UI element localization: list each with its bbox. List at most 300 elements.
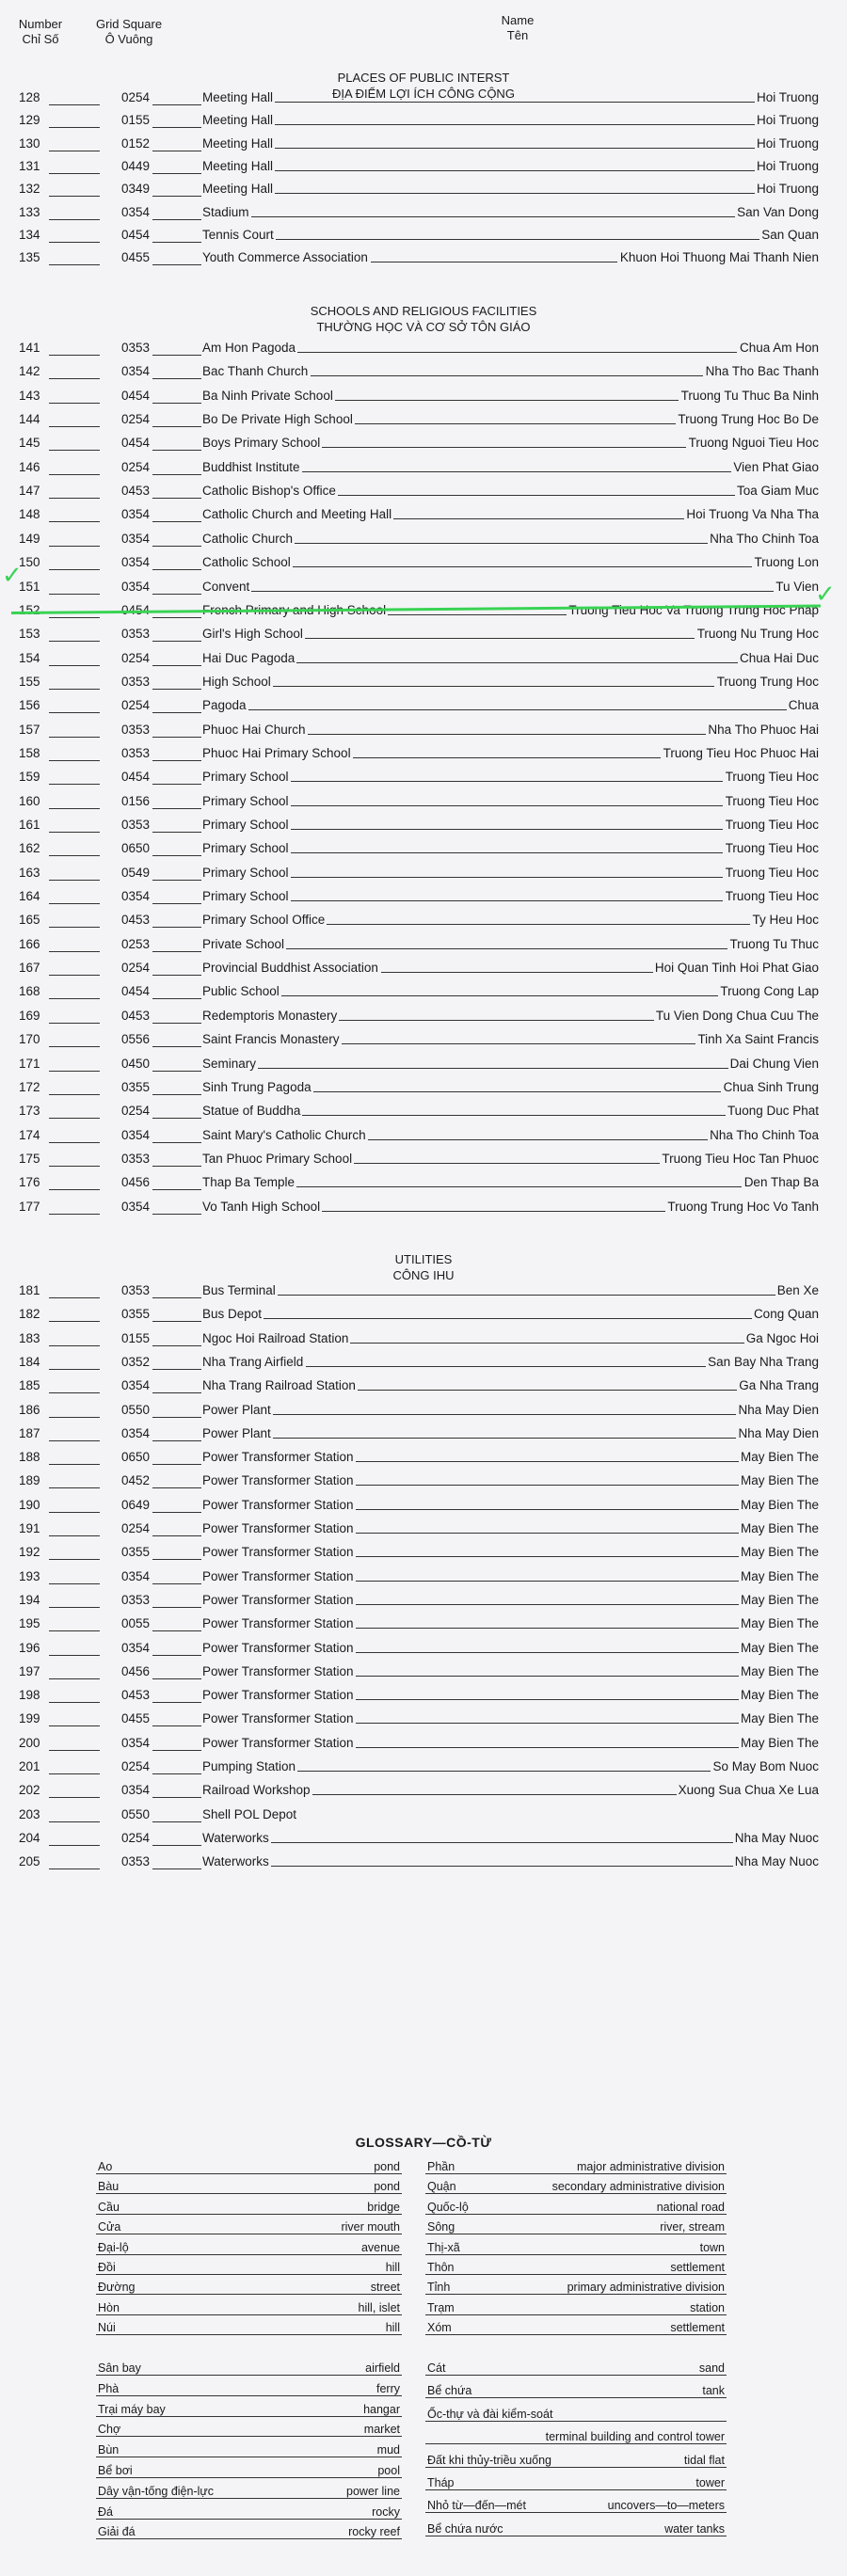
leader-line bbox=[96, 2274, 402, 2275]
row-number: 203 bbox=[19, 1806, 40, 1821]
row-grid-square: 0650 bbox=[120, 1450, 150, 1465]
leader-line bbox=[49, 1166, 100, 1167]
row-grid-square: 0549 bbox=[120, 865, 150, 880]
index-row bbox=[19, 507, 819, 528]
row-place-name: Catholic Church and Meeting Hall bbox=[202, 507, 392, 522]
glossary-entry bbox=[425, 2499, 727, 2518]
leader-line bbox=[152, 689, 201, 690]
row-place-name: Boys Primary School bbox=[202, 436, 321, 451]
row-grid-square: 0354 bbox=[120, 204, 150, 219]
leader-line bbox=[152, 855, 201, 856]
row-grid-square: 0454 bbox=[120, 984, 150, 999]
row-number: 167 bbox=[19, 961, 40, 976]
leader-line bbox=[49, 450, 100, 451]
row-place-name: Thap Ba Temple bbox=[202, 1175, 296, 1190]
row-number: 204 bbox=[19, 1830, 40, 1845]
leader-line bbox=[152, 1512, 201, 1513]
leader-line bbox=[96, 2314, 402, 2315]
row-number: 185 bbox=[19, 1378, 40, 1393]
row-vietnamese-name: May Bien The bbox=[740, 1473, 819, 1488]
row-place-name: Provincial Buddhist Association bbox=[202, 961, 378, 976]
index-row bbox=[19, 159, 819, 180]
leader-line bbox=[49, 1559, 100, 1560]
leader-line bbox=[295, 543, 708, 544]
row-place-name: Ba Ninh Private School bbox=[202, 388, 333, 403]
index-row bbox=[19, 436, 819, 456]
leader-line bbox=[49, 903, 100, 904]
row-number: 129 bbox=[19, 113, 40, 128]
leader-line bbox=[49, 1046, 100, 1047]
leader-line bbox=[49, 1678, 100, 1679]
index-row bbox=[19, 228, 819, 248]
leader-line bbox=[152, 1845, 201, 1846]
row-grid-square: 0353 bbox=[120, 341, 150, 355]
glossary-definition: settlement bbox=[670, 2261, 725, 2274]
row-number: 192 bbox=[19, 1545, 40, 1560]
leader-line bbox=[152, 998, 201, 999]
glossary-term: Bể chứa bbox=[427, 2384, 472, 2398]
leader-line bbox=[152, 1440, 201, 1441]
row-grid-square: 0354 bbox=[120, 507, 150, 522]
glossary-term: Bùn bbox=[98, 2443, 120, 2457]
index-row bbox=[19, 1545, 819, 1566]
row-number: 184 bbox=[19, 1354, 40, 1369]
leader-line bbox=[356, 1652, 739, 1653]
glossary-entry bbox=[425, 2522, 727, 2541]
row-place-name: Power Transformer Station bbox=[202, 1663, 354, 1678]
leader-line bbox=[322, 1211, 665, 1212]
row-grid-square: 0455 bbox=[120, 250, 150, 265]
glossary-definition: avenue bbox=[360, 2240, 400, 2254]
glossary-term: Đá bbox=[98, 2504, 113, 2519]
row-number: 187 bbox=[19, 1425, 40, 1440]
leader-line bbox=[49, 1868, 100, 1869]
leader-line bbox=[49, 1535, 100, 1536]
leader-line bbox=[425, 2512, 727, 2513]
glossary-entry bbox=[425, 2430, 727, 2449]
index-row bbox=[19, 651, 819, 672]
leader-line bbox=[291, 829, 724, 830]
leader-line bbox=[96, 2477, 402, 2478]
leader-line bbox=[152, 1725, 201, 1726]
leader-line bbox=[49, 264, 100, 265]
glossary-entry bbox=[425, 2281, 727, 2299]
row-grid-square: 0453 bbox=[120, 484, 150, 499]
index-row bbox=[19, 1426, 819, 1447]
leader-line bbox=[393, 518, 684, 519]
leader-line bbox=[273, 1438, 737, 1439]
glossary-entry bbox=[425, 2180, 727, 2199]
row-vietnamese-name: San Van Dong bbox=[737, 204, 819, 219]
leader-line bbox=[152, 808, 201, 809]
index-row bbox=[19, 1057, 819, 1077]
row-place-name: Tan Phuoc Primary School bbox=[202, 1151, 353, 1166]
row-grid-square: 0355 bbox=[120, 1545, 150, 1560]
glossary-definition: pond bbox=[374, 2160, 400, 2173]
leader-line bbox=[49, 998, 100, 999]
leader-line bbox=[338, 495, 735, 496]
glossary-entry bbox=[96, 2382, 402, 2401]
glossary-term: Hòn bbox=[98, 2300, 120, 2314]
row-vietnamese-name: Nha May Dien bbox=[738, 1402, 819, 1417]
row-number: 193 bbox=[19, 1568, 40, 1583]
row-number: 152 bbox=[19, 602, 40, 617]
leader-line bbox=[152, 1094, 201, 1095]
row-place-name: Waterworks bbox=[202, 1854, 269, 1869]
index-row bbox=[19, 460, 819, 481]
glossary-term: Đại-lộ bbox=[98, 2240, 129, 2254]
leader-line bbox=[273, 686, 715, 687]
leader-line bbox=[425, 2443, 727, 2444]
row-number: 182 bbox=[19, 1307, 40, 1322]
row-place-name: Statue of Buddha bbox=[202, 1104, 301, 1119]
leader-line bbox=[49, 1607, 100, 1608]
leader-line bbox=[152, 1345, 201, 1346]
glossary-definition: settlement bbox=[670, 2321, 725, 2335]
leader-line bbox=[248, 709, 787, 710]
leader-line bbox=[425, 2214, 727, 2215]
index-row bbox=[19, 341, 819, 361]
leader-line bbox=[49, 1214, 100, 1215]
leader-line bbox=[152, 104, 201, 105]
leader-line bbox=[271, 1842, 733, 1843]
leader-line bbox=[49, 1487, 100, 1488]
section-title-en: PLACES OF PUBLIC INTERST bbox=[337, 71, 510, 85]
row-place-name: Convent bbox=[202, 579, 250, 594]
leader-line bbox=[291, 877, 724, 878]
leader-line bbox=[49, 951, 100, 952]
row-vietnamese-name: Tinh Xa Saint Francis bbox=[697, 1032, 819, 1047]
index-row bbox=[19, 841, 819, 862]
leader-line bbox=[313, 1091, 722, 1092]
header-grid bbox=[87, 17, 171, 47]
leader-line bbox=[356, 1747, 739, 1748]
row-grid-square: 0454 bbox=[120, 602, 150, 617]
leader-line bbox=[49, 1725, 100, 1726]
glossary-definition: river, stream bbox=[660, 2220, 725, 2234]
glossary-entry bbox=[96, 2485, 402, 2504]
row-grid-square: 0254 bbox=[120, 412, 150, 427]
leader-line bbox=[251, 591, 774, 592]
row-grid-square: 0353 bbox=[120, 1283, 150, 1297]
row-place-name: Bo De Private High School bbox=[202, 412, 353, 427]
row-place-name: Power Transformer Station bbox=[202, 1711, 354, 1726]
leader-line bbox=[275, 124, 755, 125]
row-grid-square: 0055 bbox=[120, 1616, 150, 1631]
leader-line bbox=[356, 1556, 739, 1557]
row-grid-square: 0455 bbox=[120, 1711, 150, 1726]
glossary-entry bbox=[425, 2476, 727, 2495]
glossary-definition: airfield bbox=[365, 2361, 400, 2375]
row-vietnamese-name: May Bien The bbox=[740, 1688, 819, 1703]
row-number: 151 bbox=[19, 579, 40, 594]
row-place-name: Nha Trang Railroad Station bbox=[202, 1378, 356, 1393]
row-number: 175 bbox=[19, 1151, 40, 1166]
leader-line bbox=[152, 784, 201, 785]
leader-line bbox=[296, 662, 738, 663]
row-number: 174 bbox=[19, 1127, 40, 1142]
glossary-definition: hill, islet bbox=[358, 2300, 400, 2314]
header-name-label-vn: Tên bbox=[506, 28, 529, 42]
leader-line bbox=[353, 757, 662, 758]
leader-line bbox=[96, 2294, 402, 2295]
row-place-name: Hai Duc Pagoda bbox=[202, 650, 296, 665]
leader-line bbox=[96, 2436, 402, 2437]
leader-line bbox=[96, 2538, 402, 2539]
leader-line bbox=[152, 975, 201, 976]
row-place-name: Shell POL Depot bbox=[202, 1806, 297, 1821]
leader-line bbox=[96, 2375, 402, 2376]
leader-line bbox=[152, 127, 201, 128]
row-grid-square: 0354 bbox=[120, 1640, 150, 1655]
index-row bbox=[19, 1080, 819, 1101]
leader-line bbox=[49, 1583, 100, 1584]
leader-line bbox=[311, 375, 704, 376]
row-grid-square: 0354 bbox=[120, 889, 150, 904]
glossary-term: Ao bbox=[98, 2160, 113, 2173]
leader-line bbox=[49, 1417, 100, 1418]
leader-line bbox=[152, 1214, 201, 1215]
glossary-entry bbox=[425, 2321, 727, 2340]
index-row bbox=[19, 866, 819, 886]
index-row bbox=[19, 1831, 819, 1852]
header-number-label: Number bbox=[18, 17, 63, 31]
row-place-name: Power Transformer Station bbox=[202, 1497, 354, 1512]
leader-line bbox=[49, 1118, 100, 1119]
leader-line bbox=[335, 400, 679, 401]
index-row bbox=[19, 1009, 819, 1029]
leader-line bbox=[49, 546, 100, 547]
glossary-term: Thôn bbox=[427, 2261, 455, 2274]
row-place-name: Pagoda bbox=[202, 698, 247, 713]
glossary-term: Đồi bbox=[98, 2261, 116, 2274]
row-grid-square: 0254 bbox=[120, 1830, 150, 1845]
index-row bbox=[19, 1200, 819, 1220]
index-row bbox=[19, 1450, 819, 1471]
row-place-name: Tennis Court bbox=[202, 227, 274, 242]
row-vietnamese-name: Hoi Truong bbox=[756, 90, 819, 104]
row-number: 186 bbox=[19, 1402, 40, 1417]
row-number: 195 bbox=[19, 1616, 40, 1631]
row-place-name: Sinh Trung Pagoda bbox=[202, 1079, 312, 1094]
glossary-definition: major administrative division bbox=[576, 2160, 725, 2173]
glossary-term: Bàu bbox=[98, 2180, 120, 2194]
glossary-definition: terminal building and control tower bbox=[545, 2430, 725, 2444]
leader-line bbox=[152, 1189, 201, 1190]
index-row bbox=[19, 984, 819, 1005]
row-vietnamese-name: Ga Nha Trang bbox=[739, 1378, 819, 1393]
row-vietnamese-name: Dai Chung Vien bbox=[729, 1056, 819, 1071]
row-place-name: Primary School bbox=[202, 793, 289, 808]
row-vietnamese-name: Truong Tieu Hoc Tan Phuoc bbox=[662, 1151, 819, 1166]
row-place-name: Phuoc Hai Primary School bbox=[202, 745, 351, 760]
row-place-name: Power Transformer Station bbox=[202, 1592, 354, 1607]
leader-line bbox=[49, 1773, 100, 1774]
glossary-definition: pool bbox=[377, 2464, 400, 2477]
row-number: 141 bbox=[19, 341, 40, 355]
leader-line bbox=[49, 521, 100, 522]
glossary-term: Giải đá bbox=[98, 2525, 136, 2539]
row-place-name: Meeting Hall bbox=[202, 158, 274, 173]
index-row bbox=[19, 1783, 819, 1804]
leader-line bbox=[152, 378, 201, 379]
row-vietnamese-name: Xuong Sua Chua Xe Lua bbox=[678, 1783, 819, 1798]
row-number: 196 bbox=[19, 1640, 40, 1655]
index-row bbox=[19, 1641, 819, 1662]
leader-line bbox=[49, 808, 100, 809]
row-place-name: Buddhist Institute bbox=[202, 459, 300, 474]
row-number: 165 bbox=[19, 913, 40, 928]
row-vietnamese-name: May Bien The bbox=[740, 1545, 819, 1560]
glossary-term: Nhỏ từ—đến—mét bbox=[427, 2499, 526, 2513]
glossary-term: Cửa bbox=[98, 2220, 121, 2234]
glossary-definition: street bbox=[370, 2281, 400, 2295]
row-vietnamese-name: So May Bom Nuoc bbox=[712, 1759, 819, 1773]
leader-line bbox=[152, 474, 201, 475]
row-number: 170 bbox=[19, 1032, 40, 1047]
row-number: 205 bbox=[19, 1854, 40, 1869]
header-grid-label-vn: Ô Vuông bbox=[104, 32, 153, 46]
leader-line bbox=[273, 1414, 737, 1415]
leader-line bbox=[49, 1023, 100, 1024]
check-mark-left: ✓ bbox=[2, 561, 23, 589]
leader-line bbox=[49, 219, 100, 220]
row-vietnamese-name: Tu Vien bbox=[775, 579, 819, 594]
leader-line bbox=[271, 1866, 733, 1867]
row-grid-square: 0354 bbox=[120, 1783, 150, 1798]
row-grid-square: 0254 bbox=[120, 1521, 150, 1535]
row-number: 147 bbox=[19, 484, 40, 499]
row-grid-square: 0253 bbox=[120, 936, 150, 951]
section-title-vn: THƯỜNG HỌC VÀ CƠ SỞ TÔN GIÁO bbox=[316, 320, 531, 334]
row-vietnamese-name: Nha Tho Phuoc Hai bbox=[708, 722, 819, 737]
index-row bbox=[19, 1569, 819, 1590]
leader-line bbox=[49, 1845, 100, 1846]
leader-line bbox=[152, 927, 201, 928]
glossary-definition: power line bbox=[346, 2484, 400, 2498]
index-row bbox=[19, 723, 819, 743]
row-vietnamese-name: Truong Tieu Hoc bbox=[725, 889, 819, 904]
leader-line bbox=[152, 1559, 201, 1560]
leader-line bbox=[425, 2294, 727, 2295]
leader-line bbox=[49, 927, 100, 928]
leader-line bbox=[96, 2498, 402, 2499]
row-vietnamese-name: Truong Tieu Hoc bbox=[725, 770, 819, 785]
section-title bbox=[0, 303, 847, 335]
row-vietnamese-name: Truong Trung Hoc Vo Tanh bbox=[667, 1199, 819, 1214]
leader-line bbox=[152, 1773, 201, 1774]
row-number: 188 bbox=[19, 1450, 40, 1465]
row-number: 169 bbox=[19, 1008, 40, 1023]
index-row bbox=[19, 1807, 819, 1828]
leader-line bbox=[350, 1343, 743, 1344]
row-number: 166 bbox=[19, 936, 40, 951]
leader-line bbox=[278, 1295, 775, 1296]
row-number: 172 bbox=[19, 1079, 40, 1094]
row-grid-square: 0155 bbox=[120, 113, 150, 128]
row-grid-square: 0353 bbox=[120, 674, 150, 689]
row-number: 148 bbox=[19, 507, 40, 522]
glossary-term: Tháp bbox=[427, 2476, 455, 2489]
row-place-name: Saint Francis Monastery bbox=[202, 1032, 340, 1047]
leader-line bbox=[152, 1464, 201, 1465]
glossary-definition: uncovers—to—meters bbox=[607, 2499, 725, 2513]
leader-line bbox=[251, 216, 736, 217]
leader-line bbox=[152, 1142, 201, 1143]
row-number: 202 bbox=[19, 1783, 40, 1798]
leader-line bbox=[355, 423, 676, 424]
row-number: 168 bbox=[19, 984, 40, 999]
row-vietnamese-name: Ga Ngoc Hoi bbox=[745, 1330, 819, 1345]
leader-line bbox=[327, 924, 750, 925]
leader-line bbox=[49, 1392, 100, 1393]
index-row bbox=[19, 250, 819, 271]
index-row bbox=[19, 1032, 819, 1053]
row-grid-square: 0353 bbox=[120, 745, 150, 760]
row-place-name: Youth Commerce Association bbox=[202, 250, 368, 265]
row-vietnamese-name: Truong Tu Thuc bbox=[729, 936, 819, 951]
leader-line bbox=[152, 569, 201, 570]
row-place-name: Railroad Workshop bbox=[202, 1783, 311, 1798]
row-number: 164 bbox=[19, 889, 40, 904]
row-vietnamese-name: Truong Trung Hoc bbox=[716, 674, 819, 689]
row-grid-square: 0152 bbox=[120, 135, 150, 151]
leader-line bbox=[49, 1655, 100, 1656]
index-row bbox=[19, 113, 819, 134]
row-grid-square: 0353 bbox=[120, 1151, 150, 1166]
row-number: 144 bbox=[19, 412, 40, 427]
row-vietnamese-name: Hoi Truong bbox=[756, 135, 819, 151]
glossary-term: Núi bbox=[98, 2321, 116, 2335]
leader-line bbox=[152, 1607, 201, 1608]
index-row bbox=[19, 1593, 819, 1614]
leader-line bbox=[152, 903, 201, 904]
row-place-name: Redemptoris Monastery bbox=[202, 1008, 338, 1023]
leader-line bbox=[49, 1630, 100, 1631]
index-row bbox=[19, 1283, 819, 1304]
row-number: 198 bbox=[19, 1688, 40, 1703]
index-row bbox=[19, 136, 819, 157]
row-number: 201 bbox=[19, 1759, 40, 1773]
leader-line bbox=[96, 2416, 402, 2417]
index-row bbox=[19, 1331, 819, 1352]
index-row bbox=[19, 913, 819, 933]
glossary-term: Xóm bbox=[427, 2321, 452, 2335]
row-number: 142 bbox=[19, 364, 40, 379]
row-number: 159 bbox=[19, 770, 40, 785]
glossary-definition: pond bbox=[374, 2180, 400, 2194]
glossary-term: Bể bơi bbox=[98, 2464, 133, 2477]
row-place-name: Ngoc Hoi Railroad Station bbox=[202, 1330, 349, 1345]
index-row bbox=[19, 818, 819, 838]
row-number: 130 bbox=[19, 135, 40, 151]
row-place-name: High School bbox=[202, 674, 271, 689]
header-grid-label: Grid Square bbox=[95, 17, 163, 31]
leader-line bbox=[152, 1702, 201, 1703]
row-place-name: Power Transformer Station bbox=[202, 1616, 354, 1631]
check-mark-right: ✓ bbox=[815, 580, 836, 608]
index-row bbox=[19, 770, 819, 790]
glossary-term: Quốc-lộ bbox=[427, 2200, 469, 2214]
row-number: 134 bbox=[19, 227, 40, 242]
leader-line bbox=[152, 1750, 201, 1751]
row-grid-square: 0354 bbox=[120, 1568, 150, 1583]
glossary-definition: national road bbox=[656, 2200, 725, 2214]
index-row bbox=[19, 1473, 819, 1494]
leader-line bbox=[152, 242, 201, 243]
leader-line bbox=[296, 1186, 742, 1187]
leader-line bbox=[49, 689, 100, 690]
